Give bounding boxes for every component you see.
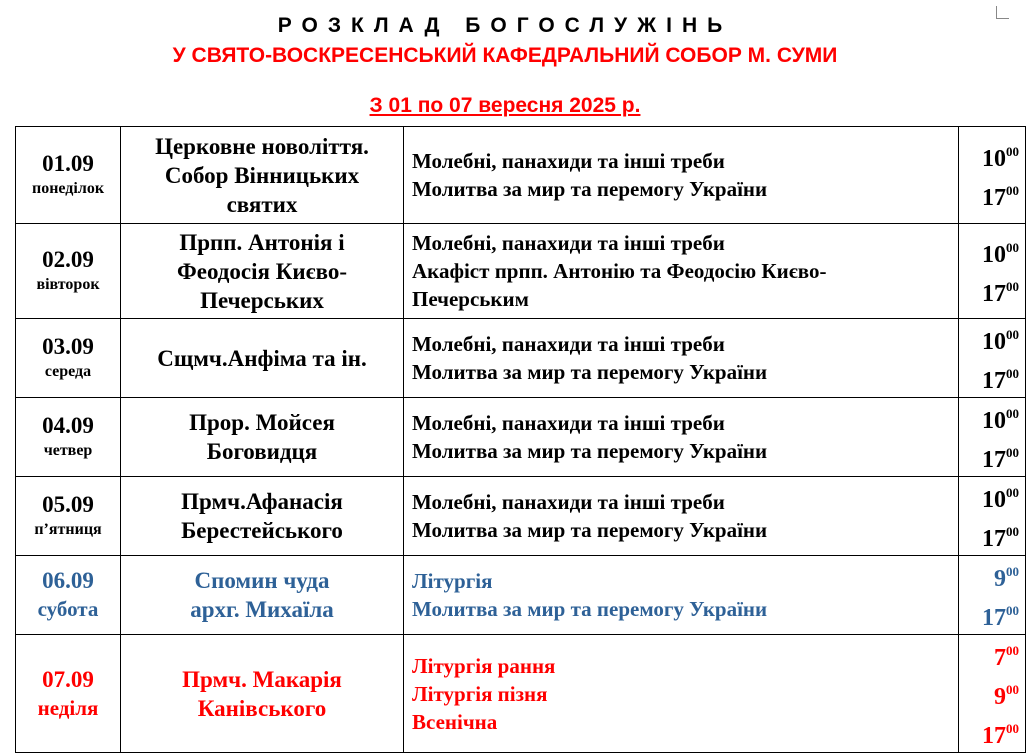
time-hours: 10 — [982, 487, 1006, 513]
feast-line: Прмч.Афанасія — [181, 489, 343, 514]
feast-line: Боговидця — [206, 439, 318, 464]
times-cell — [959, 477, 1026, 556]
time-minutes: 00 — [1006, 643, 1019, 658]
time-hours: 17 — [982, 526, 1006, 552]
service-line: Всенічна — [412, 709, 498, 734]
time-minutes: 00 — [1006, 564, 1019, 579]
service-time — [959, 477, 1019, 516]
feast-line: Собор Вінницьких — [164, 162, 360, 188]
date-number: 01.09 — [42, 151, 94, 176]
service-line: Молитва за мир та перемогу України — [412, 177, 768, 201]
feast-line: Спомин чуда — [194, 568, 330, 593]
schedule-row — [16, 224, 1026, 319]
service-line: Молебні, панахиди та інші треби — [412, 411, 725, 435]
time-hours: 17 — [982, 185, 1006, 211]
time-minutes: 00 — [1006, 524, 1019, 539]
service-time — [959, 437, 1019, 476]
service-time — [959, 635, 1019, 674]
date-cell — [16, 127, 121, 224]
time-hours: 17 — [982, 281, 1006, 307]
weekday-label: середа — [44, 363, 92, 380]
time-minutes: 00 — [1006, 603, 1019, 618]
date-cell — [16, 556, 121, 635]
service-line: Літургія — [412, 569, 493, 593]
service-line: Молебні, панахиди та інші треби — [412, 231, 725, 255]
schedule-row — [16, 398, 1026, 477]
time-hours: 10 — [982, 242, 1006, 268]
time-hours: 17 — [982, 368, 1006, 394]
feast-line: Прор. Мойсея — [189, 410, 335, 435]
feast-line: Феодосія Києво- — [176, 258, 348, 284]
feast-line: Церковне новоліття. — [155, 133, 369, 159]
date-number: 05.09 — [42, 492, 94, 517]
services-cell — [404, 556, 959, 635]
schedule-row — [16, 556, 1026, 635]
service-time — [959, 319, 1019, 358]
feast-cell — [121, 224, 404, 319]
service-line: Молебні, панахиди та інші треби — [412, 490, 725, 514]
weekday-label: четвер — [43, 442, 93, 459]
services-cell — [404, 635, 959, 753]
date-cell — [16, 477, 121, 556]
time-hours: 9 — [994, 684, 1006, 710]
feast-cell — [121, 127, 404, 224]
time-minutes: 00 — [1006, 445, 1019, 460]
service-line: Молитва за мир та перемогу України — [412, 439, 768, 463]
date-cell — [16, 398, 121, 477]
time-hours: 10 — [982, 408, 1006, 434]
date-number: 07.09 — [42, 666, 94, 692]
feast-line: Сщмч.Анфіма та ін. — [157, 345, 367, 371]
service-time — [959, 175, 1019, 214]
time-minutes: 00 — [1006, 240, 1019, 255]
time-hours: 17 — [982, 723, 1006, 749]
service-time — [959, 232, 1019, 271]
service-line: Молебні, панахиди та інші треби — [412, 332, 725, 356]
times-cell — [959, 635, 1026, 753]
service-line: Літургія рання — [412, 653, 556, 678]
weekday-label: вівторок — [36, 276, 100, 293]
service-time — [959, 398, 1019, 437]
time-hours: 10 — [982, 329, 1006, 355]
feast-line: Печерських — [200, 287, 324, 313]
schedule-row — [16, 635, 1026, 753]
schedule-row — [16, 477, 1026, 556]
page-title: РОЗКЛАД БОГОСЛУЖІНЬ — [277, 14, 733, 37]
schedule-row — [16, 319, 1026, 398]
feast-line: Канівського — [197, 695, 327, 721]
time-hours: 7 — [994, 645, 1006, 671]
services-cell — [404, 398, 959, 477]
feast-line: Прпп. Антонія і — [179, 229, 345, 255]
weekday-label: субота — [37, 597, 99, 621]
feast-cell — [121, 319, 404, 398]
time-minutes: 00 — [1006, 183, 1019, 198]
service-time — [959, 674, 1019, 713]
times-cell — [959, 224, 1026, 319]
time-minutes: 00 — [1006, 485, 1019, 500]
date-cell — [16, 319, 121, 398]
services-cell — [404, 319, 959, 398]
feast-line: Берестейського — [181, 518, 343, 543]
date-number: 02.09 — [42, 247, 94, 272]
service-time — [959, 136, 1019, 175]
service-line: Акафіст прпп. Антонію та Феодосію Києво- — [412, 259, 827, 283]
weekday-label: понеділок — [31, 180, 105, 197]
page-subtitle: У СВЯТО-ВОСКРЕСЕНСЬКИЙ КАФЕДРАЛЬНИЙ СОБОР М. СУМИ — [172, 44, 838, 67]
service-line: Молитва за мир та перемогу України — [412, 518, 768, 542]
feast-line: святих — [226, 191, 298, 217]
time-hours: 17 — [982, 447, 1006, 473]
time-hours: 17 — [982, 605, 1006, 631]
services-cell — [404, 127, 959, 224]
times-cell — [959, 319, 1026, 398]
date-number: 04.09 — [42, 413, 94, 438]
date-number: 06.09 — [42, 568, 94, 593]
date-cell — [16, 635, 121, 753]
feast-line: архг. Михаїла — [190, 597, 334, 622]
times-cell — [959, 398, 1026, 477]
time-minutes: 00 — [1006, 144, 1019, 159]
feast-cell — [121, 477, 404, 556]
service-line: Молебні, панахиди та інші треби — [412, 149, 725, 173]
service-line: Печерським — [412, 287, 529, 311]
time-minutes: 00 — [1006, 366, 1019, 381]
times-cell — [959, 127, 1026, 224]
feast-cell — [121, 556, 404, 635]
feast-cell — [121, 398, 404, 477]
time-minutes: 00 — [1006, 406, 1019, 421]
service-time — [959, 516, 1019, 555]
service-time — [959, 713, 1019, 752]
time-minutes: 00 — [1006, 327, 1019, 342]
time-minutes: 00 — [1006, 721, 1019, 736]
service-time — [959, 556, 1019, 595]
time-hours: 9 — [994, 566, 1006, 592]
time-minutes: 00 — [1006, 682, 1019, 697]
services-cell — [404, 224, 959, 319]
service-line: Молитва за мир та перемогу України — [412, 597, 768, 621]
time-minutes: 00 — [1006, 279, 1019, 294]
weekday-label: неділя — [37, 695, 99, 720]
time-hours: 10 — [982, 146, 1006, 172]
schedule-row — [16, 127, 1026, 224]
times-cell — [959, 556, 1026, 635]
service-line: Літургія пізня — [412, 681, 548, 706]
feast-cell — [121, 635, 404, 753]
date-number: 03.09 — [42, 334, 94, 359]
weekday-label: п’ятниця — [34, 521, 102, 538]
service-time — [959, 358, 1019, 397]
service-time — [959, 271, 1019, 310]
feast-line: Прмч. Макарія — [182, 666, 342, 692]
date-range: З 01 по 07 вересня 2025 р. — [369, 94, 641, 117]
schedule-table — [15, 126, 1026, 753]
services-cell — [404, 477, 959, 556]
service-time — [959, 595, 1019, 634]
date-cell — [16, 224, 121, 319]
service-line: Молитва за мир та перемогу України — [412, 360, 768, 384]
